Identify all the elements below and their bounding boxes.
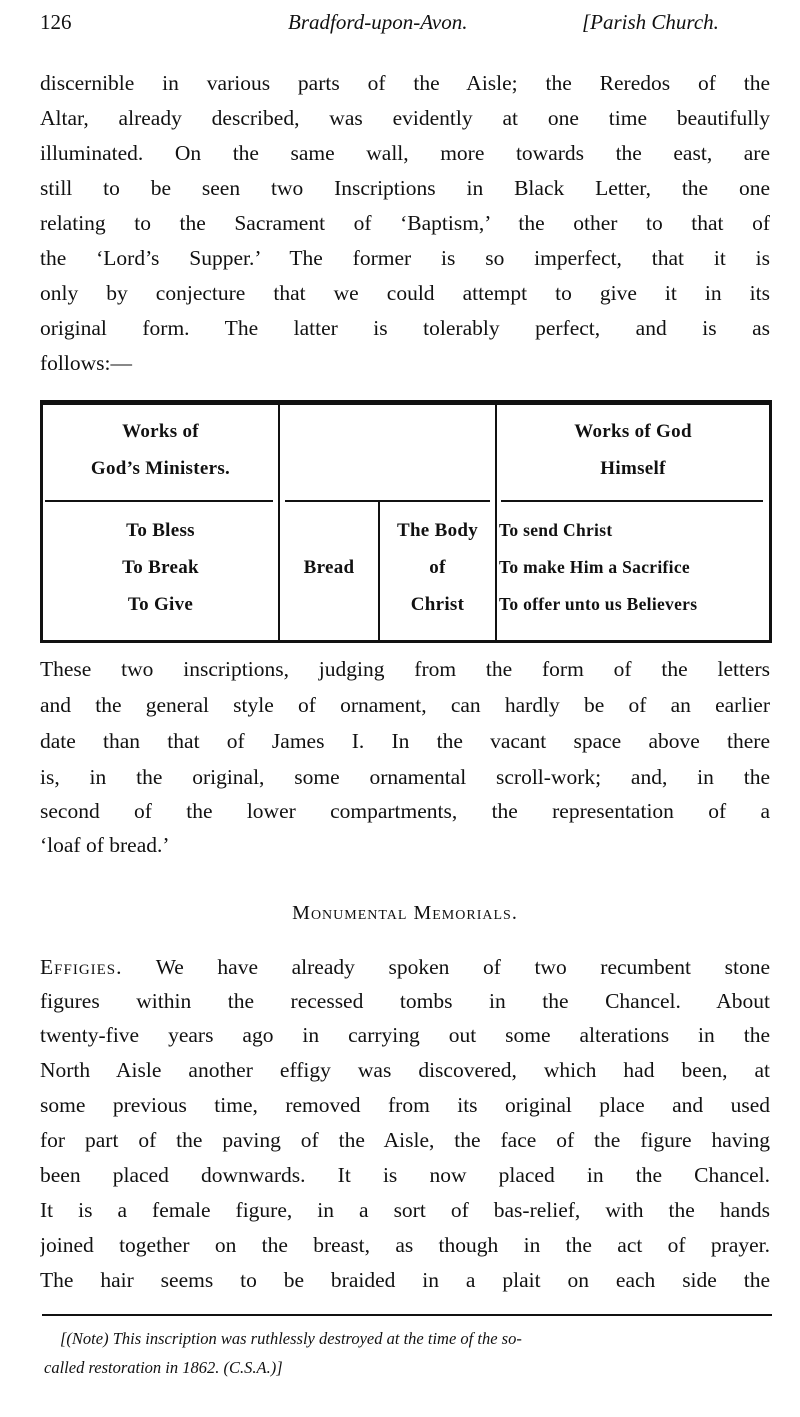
heading-line: Works of xyxy=(122,421,199,442)
text-line-rest: We have already spoken of two recumbent stone xyxy=(122,955,770,979)
text-line xyxy=(40,954,770,980)
footnote-line: called restoration in 1862. (C.S.A.)] xyxy=(44,1358,283,1377)
text-line: twenty-five years ago in carrying out some alterations in the xyxy=(40,1023,770,1047)
row-text: To send Christ xyxy=(499,520,613,540)
text-line: The hair seems to be braided in a plait on each side the xyxy=(40,1268,770,1292)
left-rows xyxy=(43,512,278,623)
text-line: only by conjecture that we could attempt to give it in its xyxy=(40,281,770,305)
text-line: joined together on the breast, as though in the act of prayer. xyxy=(40,1233,770,1257)
text-line: follows:— xyxy=(40,351,132,375)
text-line: date than that of James I. In the vacant space above there xyxy=(40,729,770,753)
text-line: figures within the recessed tombs in the Chancel. About xyxy=(40,989,770,1013)
text-line: ‘loaf of bread.’ xyxy=(40,833,170,857)
inscription-table xyxy=(40,400,772,643)
text-line: still to be seen two Inscriptions in Black Letter, the one xyxy=(40,176,770,200)
row-divider xyxy=(45,500,273,502)
row-text: To Bless xyxy=(126,520,195,541)
paragraph-lead: Effigies. xyxy=(40,955,123,979)
text-line: Altar, already described, was evidently at one time beautifully xyxy=(40,106,770,130)
column-divider xyxy=(278,405,280,640)
middle-bread: Bread xyxy=(303,557,355,578)
row-text: Christ xyxy=(410,594,465,615)
heading-line: Himself xyxy=(600,458,666,479)
text-line: for part of the paving of the Aisle, the face of the figure having xyxy=(40,1128,770,1152)
text-line: relating to the Sacrament of ‘Baptism,’ the other to that of xyxy=(40,211,770,235)
page-number: 126 xyxy=(40,10,72,34)
text-line: North Aisle another effigy was discovered, which had been, at xyxy=(40,1058,770,1082)
text-line: and the general style of ornament, can hardly be of an earlier xyxy=(40,693,770,717)
row-text: To Break xyxy=(122,557,199,578)
heading-line: Works of God xyxy=(574,421,692,442)
text-line: illuminated. On the same wall, more towards the east, are xyxy=(40,141,770,165)
footnote-rule xyxy=(42,1314,772,1316)
text-line: some previous time, removed from its original place and used xyxy=(40,1093,770,1117)
row-divider xyxy=(501,500,763,502)
heading-line: God’s Ministers. xyxy=(90,458,231,479)
section-heading: Monumental Memorials. xyxy=(292,902,518,924)
row-text: To offer unto us Believers xyxy=(499,594,698,614)
text-line: is, in the original, some ornamental scroll-work; and, in the xyxy=(40,765,770,789)
footnote-line: [(Note) This inscription was ruthlessly destroyed at the time of the so- xyxy=(60,1329,522,1348)
row-divider xyxy=(285,500,490,502)
row-text: The Body xyxy=(396,520,479,541)
row-text: To Give xyxy=(127,594,194,615)
text-line: discernible in various parts of the Aisle; the Reredos of the xyxy=(40,71,770,95)
running-title: Bradford-upon-Avon. xyxy=(288,10,468,34)
text-line: the ‘Lord’s Supper.’ The former is so imperfect, that it is xyxy=(40,246,770,270)
text-line: second of the lower compartments, the representation of a xyxy=(40,799,770,823)
section-title: [Parish Church. xyxy=(582,10,719,34)
middle-body-of-christ xyxy=(380,512,495,623)
right-heading xyxy=(497,413,769,487)
left-heading xyxy=(43,413,278,487)
row-text: To make Him a Sacrifice xyxy=(499,557,690,577)
row-text: of xyxy=(429,557,446,578)
text-line: original form. The latter is tolerably perfect, and is as xyxy=(40,316,770,340)
text-line: These two inscriptions, judging from the form of the letters xyxy=(40,657,770,681)
text-line: been placed downwards. It is now placed in the Chancel. xyxy=(40,1163,770,1187)
right-rows xyxy=(499,512,769,623)
text-line: It is a female figure, in a sort of bas-relief, with the hands xyxy=(40,1198,770,1222)
